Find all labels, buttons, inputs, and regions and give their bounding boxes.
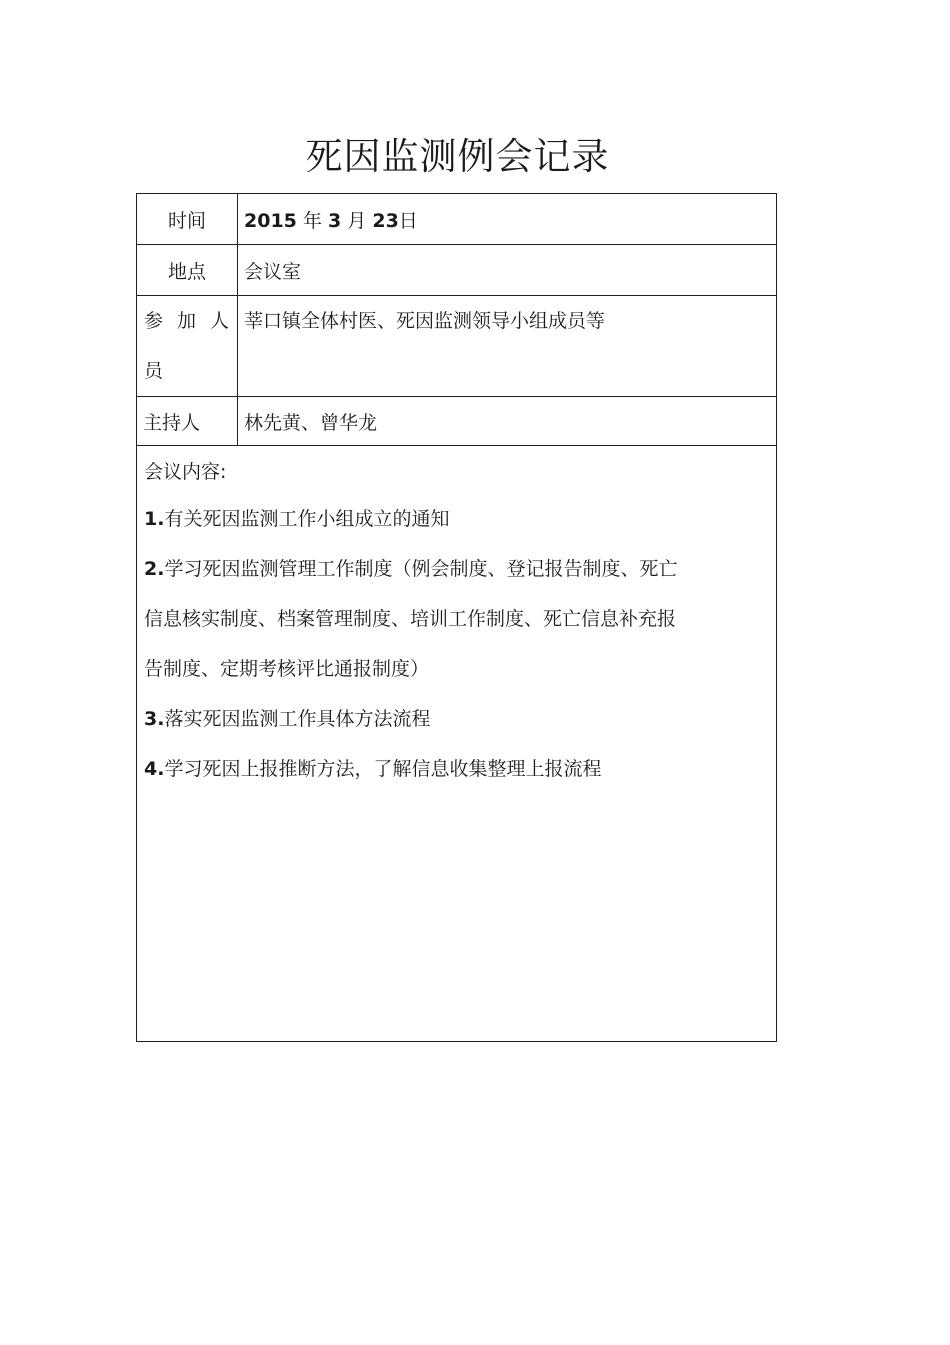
place-value: 会议室 xyxy=(238,245,777,296)
document-title: 死因监测例会记录 xyxy=(305,135,610,178)
participants-value: 莘口镇全体村医、死因监测领导小组成员等 xyxy=(238,296,777,397)
content-item-1 xyxy=(144,494,769,544)
day-unit: 日 xyxy=(398,209,418,232)
content-row xyxy=(137,446,777,1042)
time-row xyxy=(137,194,777,245)
item-number: 1. xyxy=(144,508,165,530)
meeting-content xyxy=(137,446,777,1042)
content-item-2 xyxy=(144,544,769,694)
time-label: 时间 xyxy=(137,194,238,245)
month-value: 3 xyxy=(328,209,342,232)
year-unit: 年 xyxy=(302,209,322,232)
month-unit: 月 xyxy=(347,209,367,232)
participants-label-line1 xyxy=(144,296,229,346)
participants-label-char: 人 xyxy=(209,310,229,332)
item-text: 落实死因监测工作具体方法流程 xyxy=(164,708,431,730)
item-text: 有关死因监测工作小组成立的通知 xyxy=(164,508,450,530)
content-item-4 xyxy=(144,744,769,794)
item-number: 3. xyxy=(144,708,165,730)
year-value: 2015 xyxy=(244,209,297,232)
host-row xyxy=(137,397,777,446)
item-text: 信息核实制度、档案管理制度、培训工作制度、死亡信息补充报 xyxy=(144,608,677,630)
place-label: 地点 xyxy=(137,245,238,296)
participants-label xyxy=(137,296,238,397)
place-row xyxy=(137,245,777,296)
participants-label-char: 加 xyxy=(176,310,196,332)
participants-row xyxy=(137,296,777,397)
item-text: 学习死因监测管理工作制度（例会制度、登记报告制度、死亡 xyxy=(164,558,678,580)
host-label: 主持人 xyxy=(137,397,238,446)
item-text: 告制度、定期考核评比通报制度） xyxy=(144,658,430,680)
item-number: 2. xyxy=(144,558,165,580)
host-value: 林先黄、曾华龙 xyxy=(238,397,777,446)
participants-label-line2: 员 xyxy=(144,360,164,382)
meeting-record-table xyxy=(136,193,777,1042)
item-text: 学习死因上报推断方法，了解信息收集整理上报流程 xyxy=(164,758,602,780)
day-value: 23 xyxy=(372,209,399,232)
item-number: 4. xyxy=(144,758,165,780)
content-heading: 会议内容: xyxy=(144,461,227,483)
content-item-3 xyxy=(144,694,769,744)
time-value xyxy=(238,194,777,245)
participants-label-char: 参 xyxy=(144,310,164,332)
